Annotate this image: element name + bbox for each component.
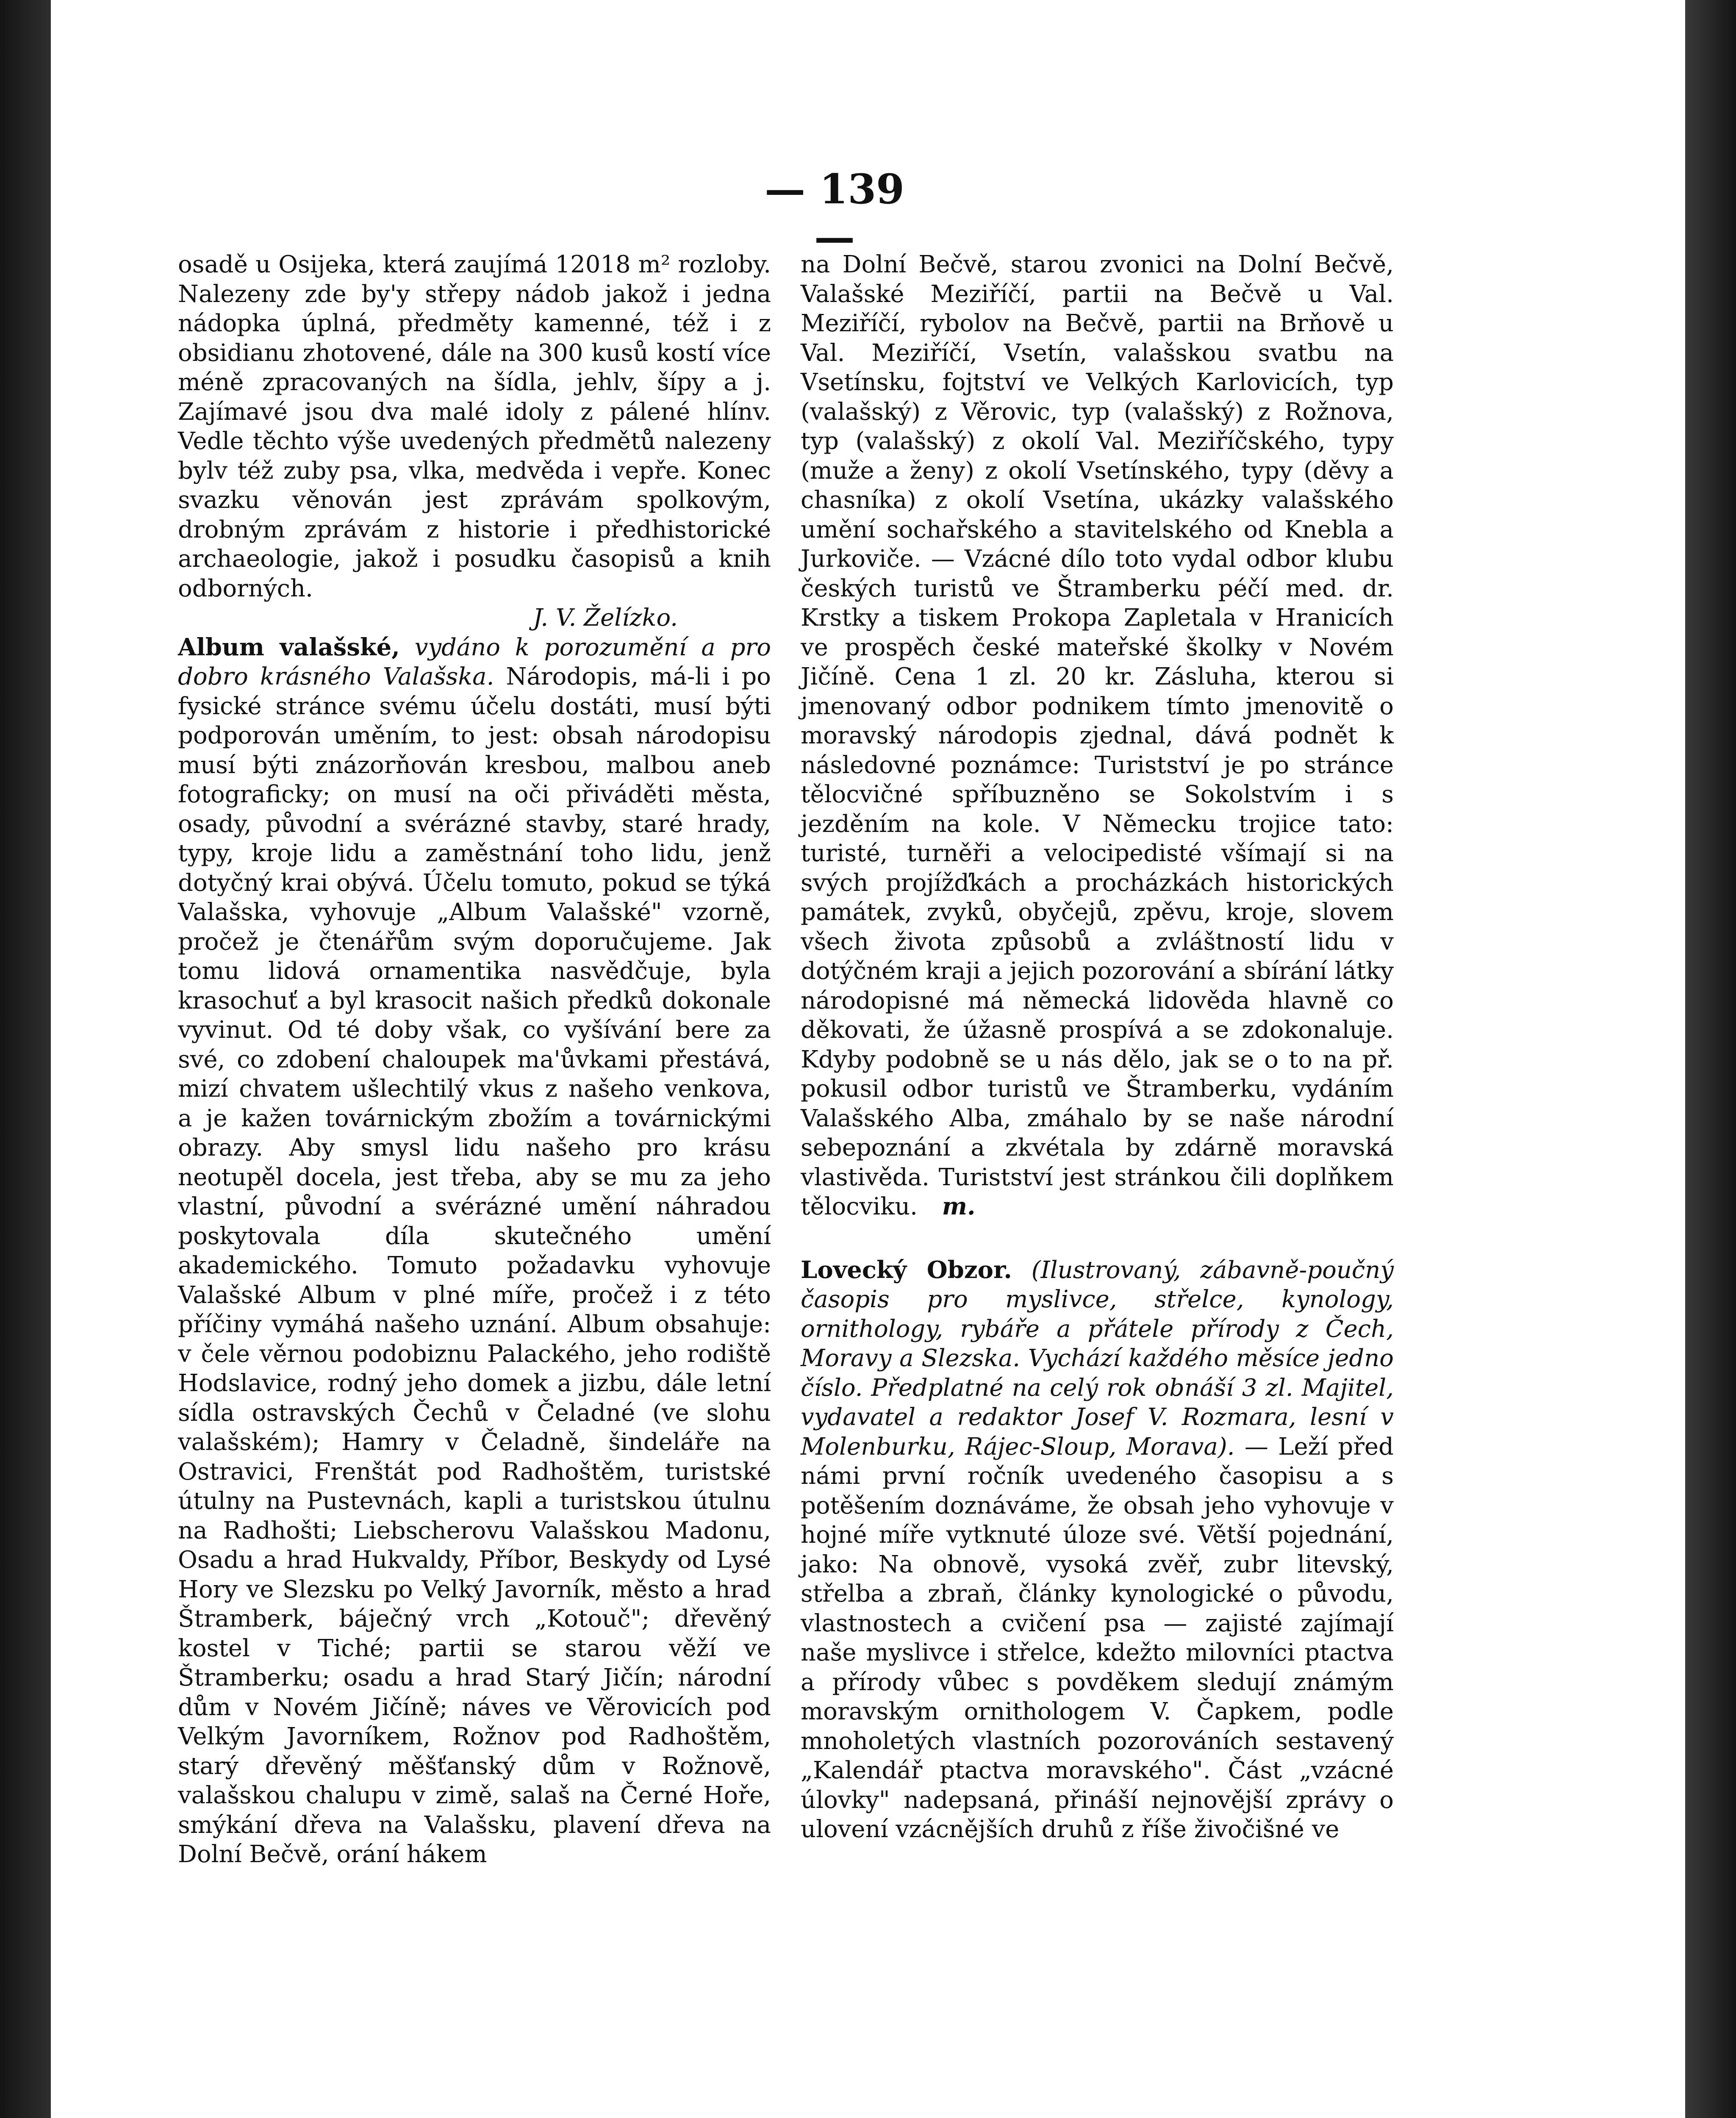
article-lovecky-obzor	[801, 1256, 1394, 1844]
right-column	[801, 250, 1394, 1844]
left-column	[178, 250, 771, 1869]
page-number: — 139 —	[765, 165, 904, 261]
article-zelizko-signature: J. V. Želízko.	[533, 604, 678, 632]
album-continued-text: na Dolní Bečvě, starou zvonici na Dolní Bečvě, Valašské Meziříčí, partii na Bečvě u Val. Meziříčí, rybolov na Bečvě, partii na Brňově u Val. Meziříčí, Vsetín, valašskou svatbu na Vsetínsku, fojtství ve Velkých Karlovicích, typ (valašský) z Věrovic, typ (valašský) z Rožnova, typ (valašský) z okolí Val. Meziříčského, typy (muže a ženy) z okolí Vsetínského, typy (děvy a chasníka) z okolí Vsetína, ukázky valašského umění sochařského a stavitelského od Knebla a Jurkoviče. — Vzácné dílo toto vydal odbor klubu českých turistů ve Štramberku péčí med. dr. Krstky a tiskem Prokopa Zapletala v Hranicích ve prospěch české mateřské školky v Novém Jičíně. Cena 1 zl. 20 kr. Zásluha, kterou si jmenovaný odbor podnikem tímto jmenovitě o moravský národopis zjednal, dává podnět k následovné poznámce: Turistství je po stránce tělocvičné spříbuzněno se Sokolstvím i s jezděním na kole. V Německu trojice tato: turisté, turněři a velocipedisté všímají si na svých projížďkách a procházkách historických památek, zvyků, obyčejů, zpěvu, kroje, slovem všech života způsobů a zvláštností lidu v dotýčném kraji a jejich pozorování a sbírání látky národopisné má německá lidověda hlavně co děkovati, že úžasně prospívá a se zdokonaluje. Kdyby podobně se u nás dělo, jak se o to na př. pokusil odbor turistů ve Štramberku, vydáním Valašského Alba, zmáhalo by se naše národní sebepoznání a zkvétala by zdárně moravská vlastivěda. Turistství jest stránkou čili doplňkem tělocviku.	[801, 251, 1394, 1220]
scan-border-left	[0, 0, 51, 2118]
album-heading: Album valašské,	[178, 633, 400, 661]
lovecky-obzor-body: — Leží před námi první ročník uvedeného časopisu a s potěšením doznáváme, že obsah jeho vyhovuje v hojné míře vytknuté úloze své. Větší pojednání, jako: Na obnově, vysoká zvěř, zubr litevský, střelba a zbraň, články kynologické o původu, vlastnostech a cvičení psa — zajisté zajímají naše myslivce i střelce, kdežto milovníci ptactva a přírody vůbec s povděkem sledují známým moravským ornithologem V. Čapkem, podle mnoholetých vlastních pozorováních sestavený „Kalendář ptactva moravského". Část „vzácné úlovky" nadepsaná, přináší nejnovější zprávy o ulovení vzácnějších druhů z říše živočišné ve	[801, 1433, 1394, 1843]
album-body: Národopis, má-li i po fysické stránce svému účelu dostáti, musí býti podporován uměním, to jest: obsah národopisu musí býti znázorňován kresbou, malbou aneb fotograficky; on musí na oči přiváděti města, osady, původní a svérázné stavby, staré hrady, typy, kroje lidu a zaměstnání toho lidu, jenž dotyčný krai obývá. Účelu tomuto, pokud se týká Valašska, vyhovuje „Album Valašské" vzorně, pročež je čtenářům svým doporučujeme. Jak tomu lidová ornamentika nasvědčuje, byla krasochuť a byl krasocit našich předků dokonale vyvinut. Od té doby však, co vyšívání bere za své, co zdobení chaloupek ma'ůvkami přestává, mizí chvatem ušlechtilý vkus z našeho venkova, a je kažen továrnickým zbožím a továrnickými obrazy. Aby smysl lidu našeho pro krásu neotupěl docela, jest třeba, aby se mu za jeho vlastní, původní a svérázné umění náhradou poskytovala díla skutečného umění akademického. Tomuto požadavku vyhovuje Valašské Album v plné míře, pročež i z této příčiny vymáhá našeho uznání. Album obsahuje: v čele věrnou podobiznu Palackého, jeho rodiště Hodslavice, rodný jeho domek a jizbu, dále letní sídla ostravských Čechů v Čeladné (ve slohu valašském); Hamry v Čeladně, šindeláře na Ostravici, Frenštát pod Radhoštěm, turistské útulny na Pustevnách, kapli a turistskou útulnu na Radhošti; Liebscherovu Valašskou Madonu, Osadu a hrad Hukvaldy, Příbor, Beskydy od Lysé Hory ve Slezsku po Velký Javorník, město a hrad Štramberk, báječný vrch „Kotouč"; dřevěný kostel v Tiché; partii se starou věží ve Štramberku; osadu a hrad Starý Jičín; národní dům v Novém Jičíně; náves ve Věrovicích pod Velkým Javorníkem, Rožnov pod Radhoštěm, starý dřevěný měšťanský dům v Rožnově, valašskou chalupu v zimě, salaš na Černé Hoře, smýkání dřeva na Valašsku, plavení dřeva na Dolní Bečvě, orání hákem	[178, 663, 771, 1868]
article-zelizko-text: osadě u Osijeka, která zaujímá 12018 m² rozloby. Nalezeny zde by'y střepy nádob jakož i jedna nádopka úplná, předměty kamenné, též i z obsidianu zhotovené, dále na 300 kusů kostí více méně zpracovaných na šídla, jehlv, šípy a j. Zajímavé jsou dva malé idoly z pálené hlínv. Vedle těchto výše uvedených předmětů nalezeny bylv též zuby psa, vlka, medvěda i vepře. Konec svazku věnován jest zprávám spolkovým, drobným zprávám z historie i předhistorické archaeologie, jakož i posudku časopisů a knih odborných.	[178, 251, 771, 602]
album-continued-paragraph	[801, 250, 1394, 1222]
lovecky-obzor-heading: Lovecký Obzor.	[801, 1256, 1012, 1284]
album-subtitle: vydáno k porozumění a pro dobro krásného Valašska.	[178, 633, 771, 690]
lovecky-obzor-subtitle: (Ilustrovaný, zábavně-poučný časopis pro myslivce, střelce, kynology, ornithology, rybáře a přátele přírody z Čech, Moravy a Slezska. Vychází každého měsíce jedno číslo. Předplatné na celý rok obnáší 3 zl. Majitel, vydavatel a redaktor Josef V. Rozmara, lesní v Molenburku, Rájec-Sloup, Morava).	[801, 1256, 1394, 1461]
section-gap	[801, 1222, 1394, 1256]
album-author-mark: m.	[942, 1192, 976, 1220]
scan-border-right	[1685, 0, 1736, 2118]
article-album-paragraph	[178, 633, 771, 1869]
